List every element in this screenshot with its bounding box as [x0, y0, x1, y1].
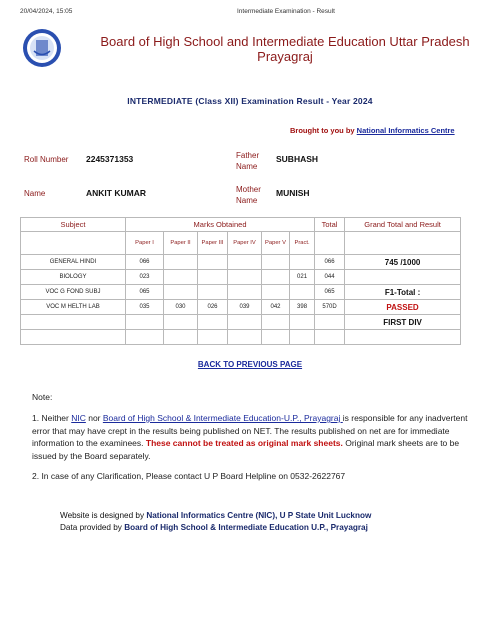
footer [60, 510, 480, 534]
footer-line-2-prefix: Data provided by [60, 523, 125, 532]
note-item-1 [32, 412, 468, 462]
cell-grand-total: 745 /1000 [345, 255, 461, 270]
note-item-1-prefix: 1. Neither [32, 413, 72, 423]
cell-grand-total [345, 270, 461, 285]
notes-section [32, 412, 468, 491]
cell-paper-1: 065 [126, 285, 164, 300]
name-label: Name [24, 189, 46, 198]
roll-number-label: Roll Number [24, 155, 69, 164]
up-board-seal-icon [22, 28, 62, 68]
exam-title: INTERMEDIATE (Class XII) Examination Result - Year 2024 [127, 96, 373, 106]
mother-name-label: Mother Name [236, 185, 261, 205]
subheader-grand-blank [345, 232, 461, 255]
cell-paper-4 [228, 270, 262, 285]
cell-practical [290, 315, 315, 330]
cell-subject [21, 315, 126, 330]
cell-paper-1: 023 [126, 270, 164, 285]
marks-table [20, 217, 460, 345]
subheader-paper-2: Paper II [164, 232, 198, 255]
note-item-1-end: Original mark sheets are to be issued by the Board separately. [32, 438, 460, 461]
cell-paper-4 [228, 315, 262, 330]
table-row [21, 315, 461, 330]
note-item-2: 2. In case of any Clarification, Please contact U P Board Helpline on 0532-2622767 [32, 471, 346, 481]
cell-paper-5 [262, 285, 290, 300]
cell-total: 065 [315, 285, 345, 300]
cell-paper-2 [164, 315, 198, 330]
table-row [21, 300, 461, 315]
roll-number-value: 2245371353 [86, 154, 134, 164]
cell-subject: GENERAL HINDI [21, 255, 126, 270]
cell-paper-1 [126, 315, 164, 330]
mother-name-value: MUNISH [276, 188, 310, 198]
footer-designer: National Informatics Centre (NIC), U P State Unit Lucknow [146, 511, 372, 520]
result-status: PASSED [345, 300, 461, 315]
cell-paper-3 [198, 270, 228, 285]
note-item-1-nor: nor [85, 413, 103, 423]
header-total: Total [315, 218, 345, 232]
cell-paper-3 [198, 315, 228, 330]
name-value: ANKIT KUMAR [86, 188, 146, 198]
cell-paper-3 [198, 330, 228, 345]
result-division: FIRST DIV [345, 315, 461, 330]
subheader-total-blank [315, 232, 345, 255]
cell-subject: VOC M HELTH LAB [21, 300, 126, 315]
cell-total: 044 [315, 270, 345, 285]
cell-paper-3 [198, 285, 228, 300]
note-item-1-mid: is responsible for any inadvertent error that may have crept in the results being published on NET. The results published on net are for immediate information to the examinees. [32, 413, 468, 448]
subheader-paper-4: Paper IV [228, 232, 262, 255]
cell-paper-5: 042 [262, 300, 290, 315]
cell-paper-5 [262, 315, 290, 330]
cell-practical: 398 [290, 300, 315, 315]
table-row [21, 330, 461, 345]
cell-total [315, 330, 345, 345]
cell-practical [290, 255, 315, 270]
subheader-blank [21, 232, 126, 255]
header-subject: Subject [21, 218, 126, 232]
note-title: Note: [32, 392, 53, 402]
cell-paper-2 [164, 330, 198, 345]
cell-paper-4: 039 [228, 300, 262, 315]
cell-paper-4 [228, 255, 262, 270]
subheader-paper-5: Paper V [262, 232, 290, 255]
cell-practical: 021 [290, 270, 315, 285]
footer-line-1 [60, 510, 480, 522]
cell-subject [21, 330, 126, 345]
cell-paper-1 [126, 330, 164, 345]
cell-paper-5 [262, 270, 290, 285]
cell-paper-3: 026 [198, 300, 228, 315]
father-name-label: Father Name [236, 151, 260, 171]
board-name [70, 34, 500, 64]
footer-line-2 [60, 522, 480, 534]
brought-by-prefix: Brought to you by [290, 126, 357, 135]
table-row [21, 285, 461, 300]
table-row [21, 255, 461, 270]
cell-paper-2: 030 [164, 300, 198, 315]
cell-paper-2 [164, 255, 198, 270]
cell-subject: BIOLOGY [21, 270, 126, 285]
header-marks-obtained: Marks Obtained [126, 218, 315, 232]
cell-paper-1: 066 [126, 255, 164, 270]
nic-link[interactable]: National Informatics Centre [356, 126, 455, 135]
footer-data-provider: Board of High School & Intermediate Education U.P., Prayagraj [124, 523, 368, 532]
cell-paper-4 [228, 330, 262, 345]
cell-practical [290, 330, 315, 345]
nic-note-link[interactable]: NIC [71, 413, 86, 423]
cell-paper-5 [262, 330, 290, 345]
board-name-line2: Prayagraj [257, 49, 313, 64]
cell-paper-2 [164, 285, 198, 300]
board-note-link[interactable]: Board of High School & Intermediate Education-U.P., Prayagraj [102, 413, 343, 423]
back-to-previous-page-link[interactable]: BACK TO PREVIOUS PAGE [197, 360, 303, 369]
cell-f1-total: F1-Total : [345, 285, 461, 300]
note-item-1-warning: These cannot be treated as original mark sheets. [145, 438, 343, 448]
print-page-title: Intermediate Examination - Result [237, 8, 335, 15]
table-row [21, 270, 461, 285]
cell-practical [290, 285, 315, 300]
cell-paper-1: 035 [126, 300, 164, 315]
cell-subject: VOC G FOND SUBJ [21, 285, 126, 300]
subheader-paper-3: Paper III [198, 232, 228, 255]
header-grand-total: Grand Total and Result [345, 218, 461, 232]
subheader-paper-1: Paper I [126, 232, 164, 255]
subheader-practical: Pract. [290, 232, 315, 255]
cell-paper-3 [198, 255, 228, 270]
cell-paper-2 [164, 270, 198, 285]
cell-total [315, 315, 345, 330]
footer-line-1-prefix: Website is designed by [60, 511, 147, 520]
print-datetime: 20/04/2024, 15:05 [20, 8, 73, 15]
cell-paper-5 [262, 255, 290, 270]
cell-paper-4 [228, 285, 262, 300]
cell-grand-total [345, 330, 461, 345]
cell-total: 570D [315, 300, 345, 315]
brought-by [290, 126, 455, 135]
father-name-value: SUBHASH [276, 154, 319, 164]
cell-total: 066 [315, 255, 345, 270]
board-name-line1: Board of High School and Intermediate Education Uttar Pradesh [100, 34, 470, 49]
